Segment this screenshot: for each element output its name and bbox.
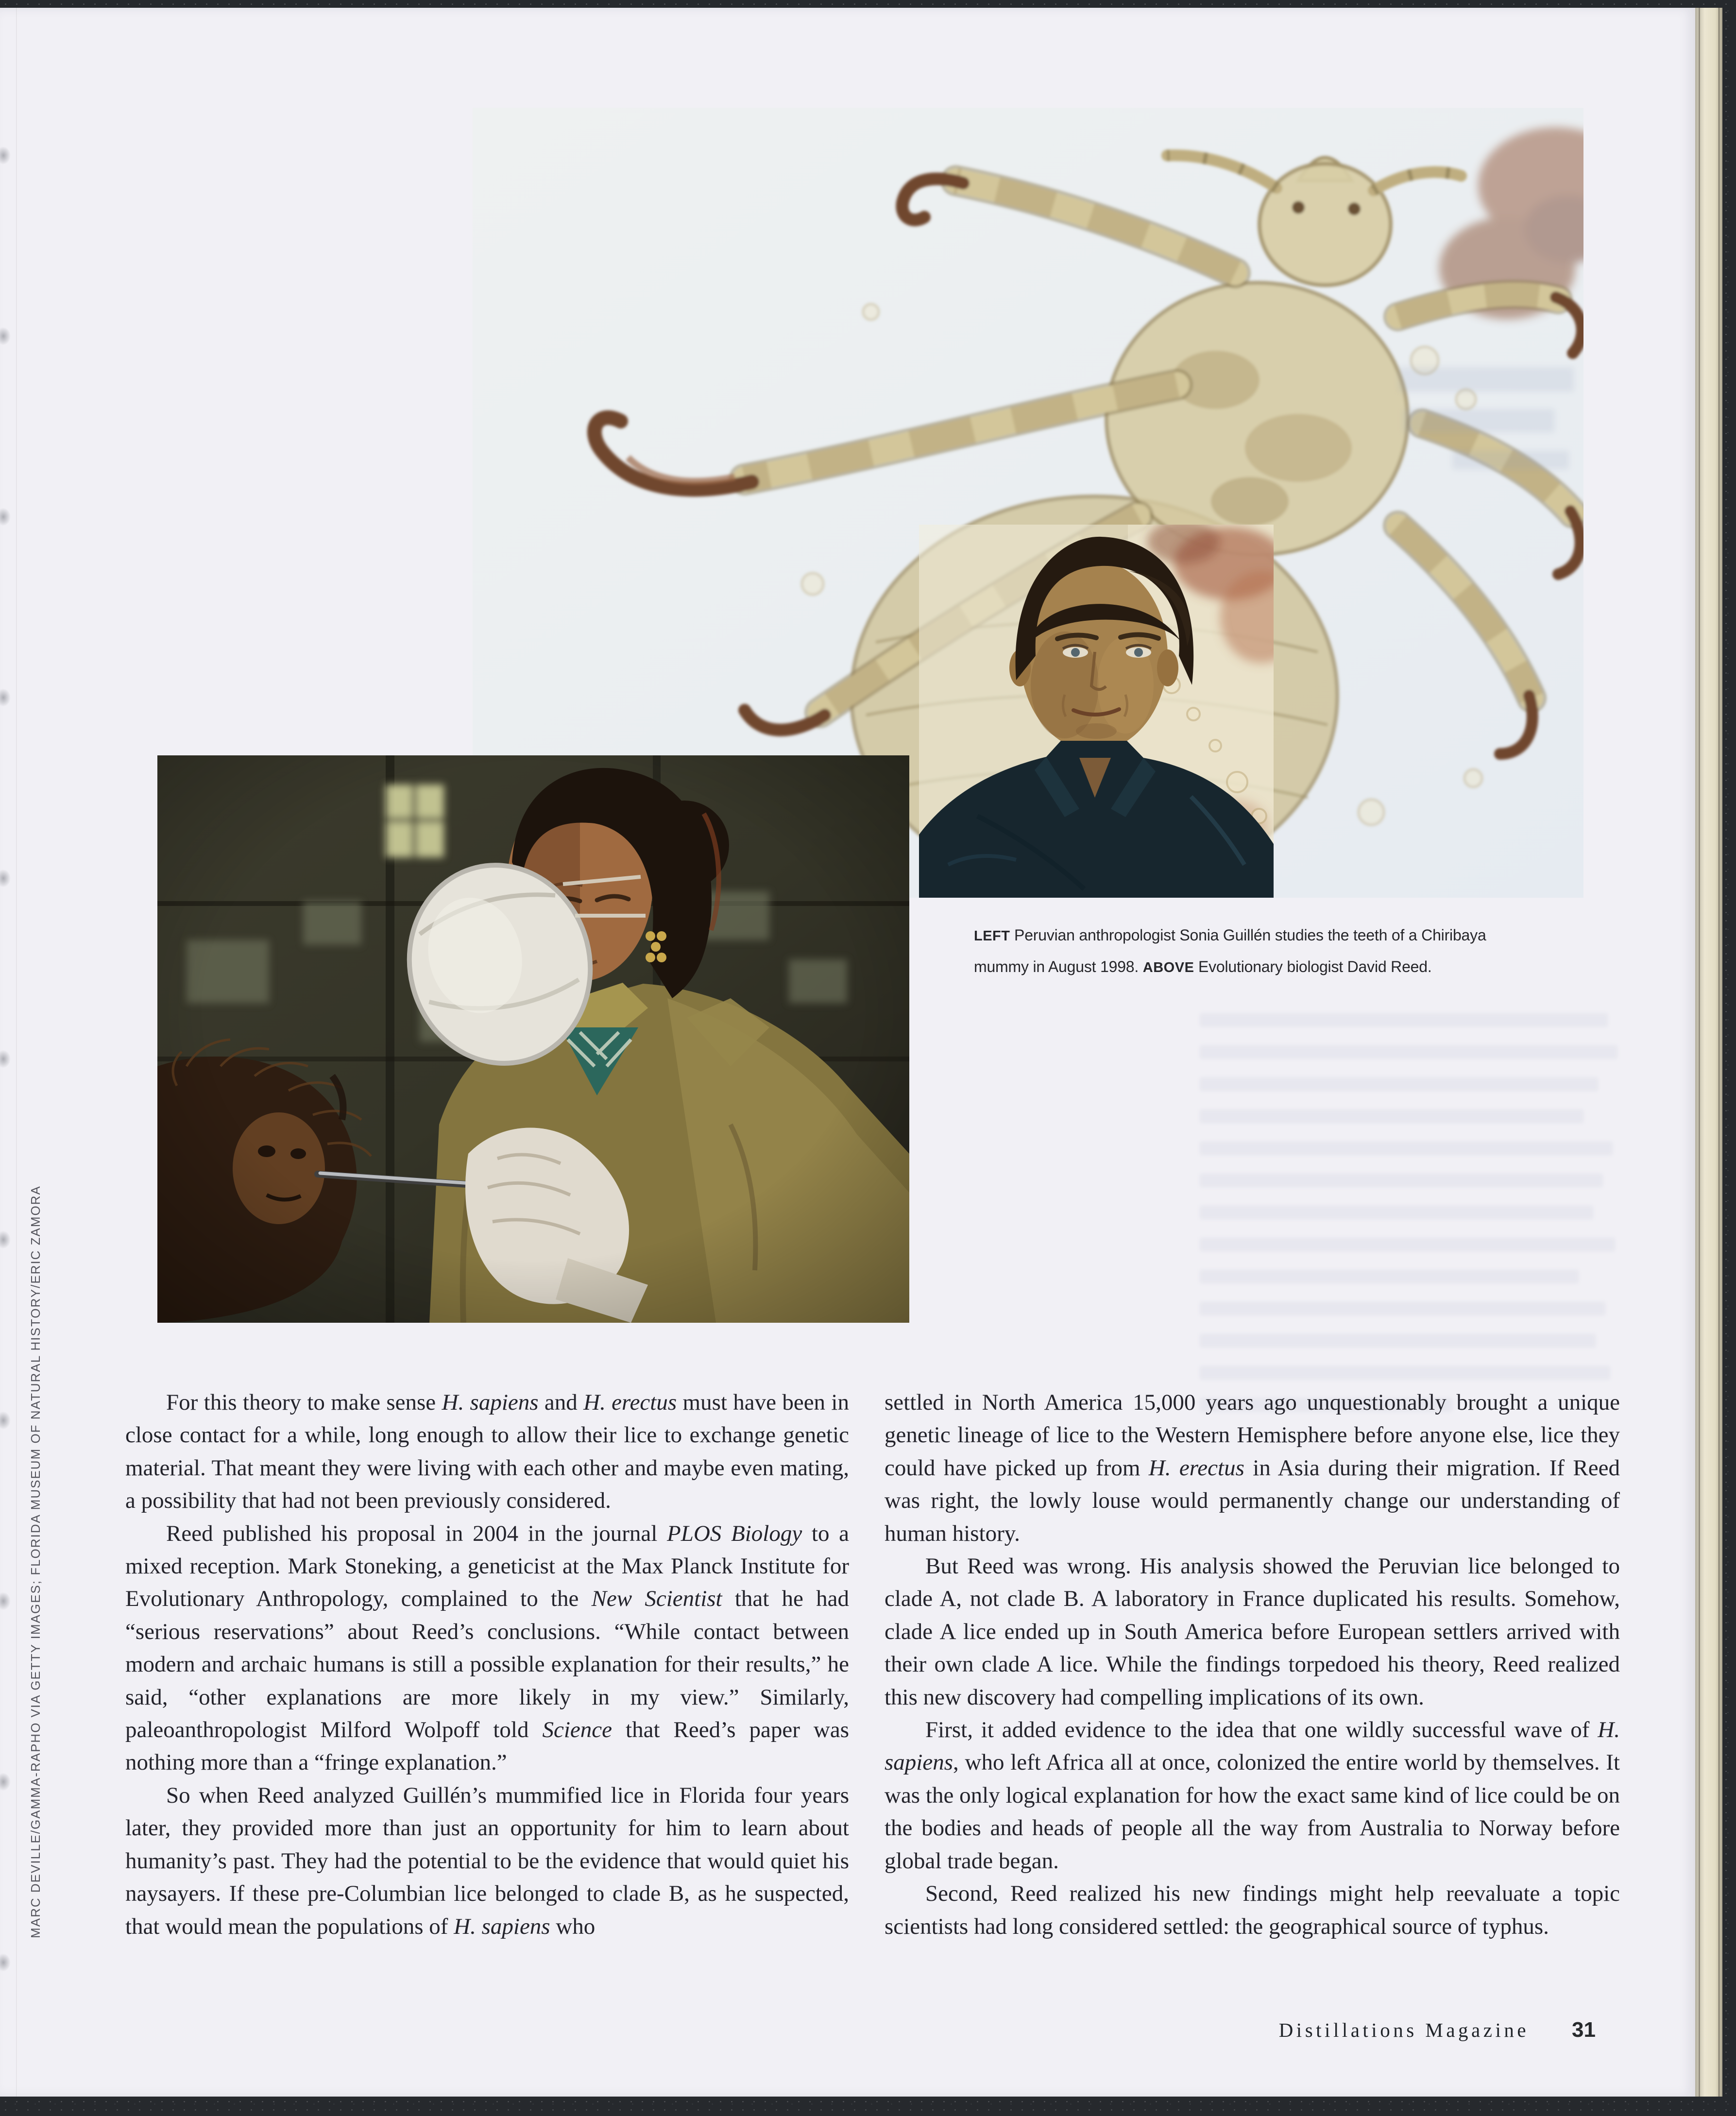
text-segment: Reed published his proposal in 2004 in the journal: [166, 1520, 667, 1546]
binding-notch: [0, 1772, 11, 1792]
caption-line: [974, 920, 1586, 952]
text-segment: who: [550, 1913, 596, 1939]
binding-notch: [0, 1591, 11, 1611]
page-number: 31: [1572, 2018, 1596, 2042]
caption-line: [974, 952, 1586, 983]
article-column-left: [125, 1386, 849, 1943]
photo-credit: MARC DEVILLE/GAMMA-RAPHO VIA GETTY IMAGES; FLORIDA MUSEUM OF NATURAL HISTORY/ERIC ZAMORA: [28, 1185, 43, 1938]
binding-notch: [0, 1049, 11, 1069]
binding-notch: [0, 1230, 11, 1249]
text-segment: But Reed was wrong. His analysis showed the Peruvian lice belonged to clade A, not clade B. A laboratory in France duplicated his results. Somehow, clade A lice ended up in South America before European settlers arrived with their own clade A lice. While the findings torpedoed his theory, Reed realized this new discovery had compelling implications of its own.: [885, 1553, 1620, 1710]
text-segment: to a mixed reception. Mark Stoneking, a geneticist at the Max Planck Institute for Evolutionary Anthropology, complained to the: [125, 1520, 850, 1612]
text-segment: H. sapiens: [442, 1390, 539, 1415]
text-segment: ABOVE: [1142, 960, 1198, 975]
page-footer: [1279, 2018, 1596, 2042]
text-segment: So when Reed analyzed Guillén’s mummified lice in Florida four years later, they provided more than just an opportunity for him to learn about humanity’s past. They had the potential to be the evidence that would quiet his naysayers. If these pre-Columbian lice belonged to clade B, as he suspected, that would mean the populations of: [125, 1782, 849, 1939]
text-segment: Second, Reed realized his new findings might help reevaluate a topic scientists had long considered settled: the geographical source of typhus.: [885, 1881, 1620, 1939]
binding-notch: [0, 1411, 11, 1430]
article-paragraph: [885, 1550, 1620, 1714]
page-showthrough: [1200, 1302, 1605, 1315]
article-paragraph: [885, 1386, 1620, 1550]
page-showthrough: [1200, 1077, 1598, 1091]
text-segment: New Scientist: [591, 1586, 722, 1612]
page-showthrough: [1200, 1045, 1617, 1059]
text-segment: and: [538, 1390, 584, 1415]
article-paragraph: [885, 1877, 1620, 1943]
page-showthrough: [1200, 1013, 1608, 1027]
page-showthrough: [1200, 1334, 1596, 1348]
text-segment: Science: [542, 1717, 613, 1743]
page-showthrough: [1399, 367, 1574, 392]
photo-caption: [974, 920, 1586, 983]
text-segment: Peruvian anthropologist Sonia Guillén studies the teeth of a Chiribaya: [1014, 926, 1486, 944]
text-segment: , who left Africa all at once, colonized the entire world by themselves. It was the only logical explanation for how the exact same kind of lice could be on the bodies and heads of people all the way from Australia to Norway before global trade began.: [885, 1750, 1620, 1874]
text-segment: PLOS Biology: [667, 1520, 802, 1546]
text-segment: H. erectus: [1148, 1455, 1244, 1481]
text-segment: H. sapiens: [885, 1717, 1620, 1775]
article-body: [125, 1386, 1620, 1943]
text-segment: mummy in August 1998.: [974, 958, 1143, 975]
text-segment: LEFT: [974, 928, 1015, 944]
article-paragraph: [125, 1386, 849, 1518]
page-stack-edge: [1695, 8, 1722, 2097]
text-segment: in Asia during their migration. If Reed was right, the lowly louse would permanently change our understanding of human history.: [885, 1455, 1620, 1546]
text-segment: must have been in close contact for a while, long enough to allow their lice to exchange genetic material. That meant they were living with each other and maybe even mating, a possibility that had not been previously considered.: [125, 1390, 849, 1514]
binding-notch: [0, 146, 11, 165]
text-segment: First, it added evidence to the idea that one wildly successful wave of: [925, 1717, 1598, 1743]
article-paragraph: [885, 1714, 1620, 1877]
page-showthrough: [1200, 1270, 1579, 1283]
page-showthrough: [1200, 1206, 1593, 1219]
page-showthrough: [1200, 1174, 1603, 1187]
binding-notch: [0, 1953, 11, 1972]
mummy-study-photo: [157, 755, 909, 1323]
page-showthrough: [1200, 1238, 1615, 1251]
text-segment: settled in North America 15,000 years ago unquestionably brought a unique genetic lineage of lice to the Western Hemisphere before anyone else, lice they could have picked up from: [885, 1390, 1620, 1481]
text-segment: H. sapiens: [454, 1913, 550, 1939]
text-segment: Evolutionary biologist David Reed.: [1198, 958, 1432, 975]
page-showthrough: [1200, 1142, 1613, 1155]
page-showthrough: [1452, 451, 1569, 469]
article-paragraph: [125, 1518, 849, 1779]
text-segment: that Reed’s paper was nothing more than a “fringe explanation.”: [125, 1717, 849, 1775]
binding-notch: [0, 326, 11, 346]
page-showthrough: [1200, 1366, 1610, 1380]
magazine-title: Distillations Magazine: [1278, 2019, 1530, 2041]
page-showthrough: [1200, 1109, 1583, 1123]
binding-notch: [0, 869, 11, 888]
article-paragraph: [125, 1779, 849, 1943]
binding-crease: [16, 8, 17, 2097]
binding-notch: [0, 507, 11, 527]
reed-portrait-photo: [919, 525, 1274, 898]
magazine-page: [0, 8, 1695, 2097]
text-segment: that he had “serious reservations” about Reed’s conclusions. “While contact between modern and archaic humans is still a possible explanation for their results,” he said, “other explanations are more likely in my view.” Similarly, paleoanthropologist Milford Wolpoff told: [125, 1586, 849, 1743]
binding-notch: [0, 688, 11, 707]
page-showthrough: [1404, 409, 1554, 432]
article-column-right: [885, 1386, 1620, 1943]
text-segment: H. erectus: [583, 1390, 677, 1415]
text-segment: For this theory to make sense: [166, 1390, 442, 1415]
